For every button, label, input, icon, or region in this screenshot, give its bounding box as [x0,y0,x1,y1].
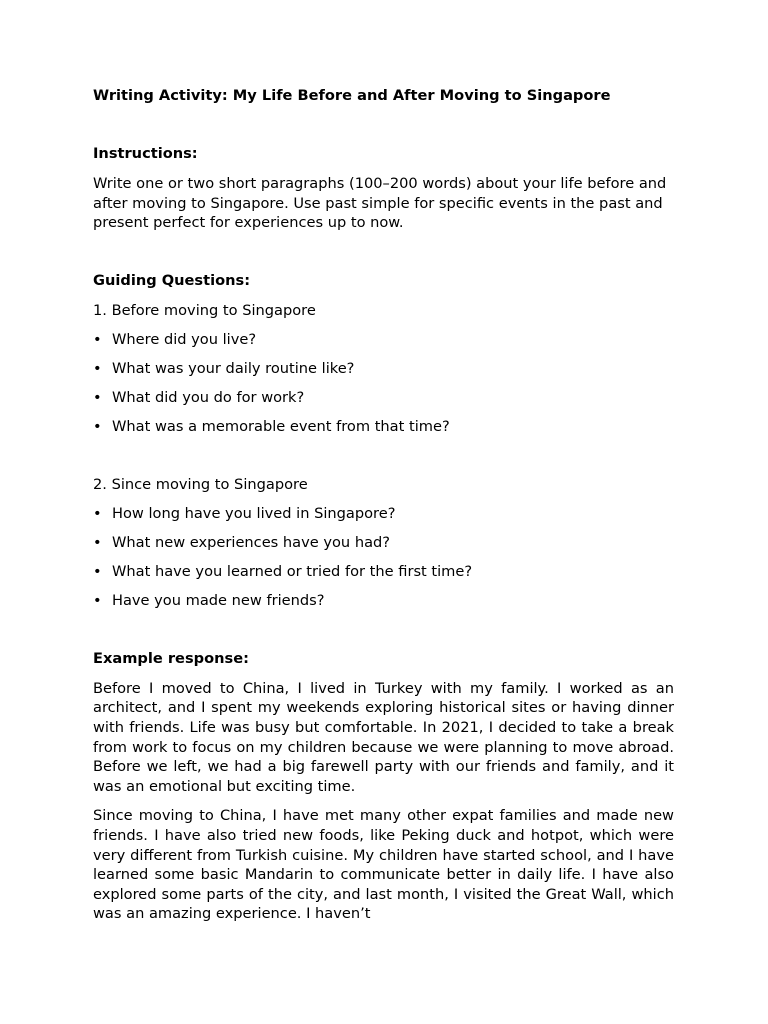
instructions-text: Write one or two short paragraphs (100–200 words) about your life before and after moving to Singapore. Use past simple for specific events in the past and present perfect for experiences up to now. [93,175,667,232]
example-response-heading: Example response: [93,649,249,667]
bullet-icon: • [93,591,102,609]
bullet-icon: • [93,359,102,377]
list-item [93,330,674,350]
example-paragraph-since: Since moving to China, I have met many other expat families and made new friends. I have also tried new foods, like Peking duck and hotpot, which were very different from Turkish cuisine. My children have started school, and I have learned some basic Mandarin to communicate better in daily life. I have also explored some parts of the city, and last month, I visited the Great Wall, which was an amazing experience. I haven’t [93,807,674,923]
list-item-text: Where did you live? [112,330,257,348]
bullet-icon: • [93,504,102,522]
section-before-list [93,330,674,437]
list-item [93,417,674,437]
instructions-heading: Instructions: [93,145,198,162]
list-item [93,388,674,408]
bullet-icon: • [93,388,102,406]
list-item [93,359,674,379]
list-item-text: What did you do for work? [112,388,305,406]
list-item [93,562,674,582]
section-since-list [93,504,674,611]
list-item-text: What was a memorable event from that time? [112,417,450,435]
bullet-icon: • [93,562,102,580]
section-before-title: 1. Before moving to Singapore [93,301,316,319]
list-item-text: Have you made new friends? [112,591,325,609]
list-item-text: What have you learned or tried for the first time? [112,562,473,580]
bullet-icon: • [93,417,102,435]
bullet-icon: • [93,330,102,348]
list-item [93,504,674,524]
guiding-questions-heading: Guiding Questions: [93,271,251,289]
example-paragraph-before: Before I moved to China, I lived in Turkey with my family. I worked as an architect, and I spent my weekends exploring historical sites or having dinner with friends. Life was busy but comfortable. In 2021, I decided to take a break from work to focus on my children because we were planning to move abroad. Before we left, we had a big farewell party with our friends and family, and it was an emotional but exciting time. [93,679,674,795]
list-item [93,533,674,553]
list-item-text: What new experiences have you had? [112,533,391,551]
list-item-text: What was your daily routine like? [112,359,355,377]
bullet-icon: • [93,533,102,551]
document-title: Writing Activity: My Life Before and After Moving to Singapore [93,87,611,104]
list-item-text: How long have you lived in Singapore? [112,504,396,522]
list-item [93,591,674,611]
section-since-title: 2. Since moving to Singapore [93,475,308,493]
document-content [93,86,674,924]
